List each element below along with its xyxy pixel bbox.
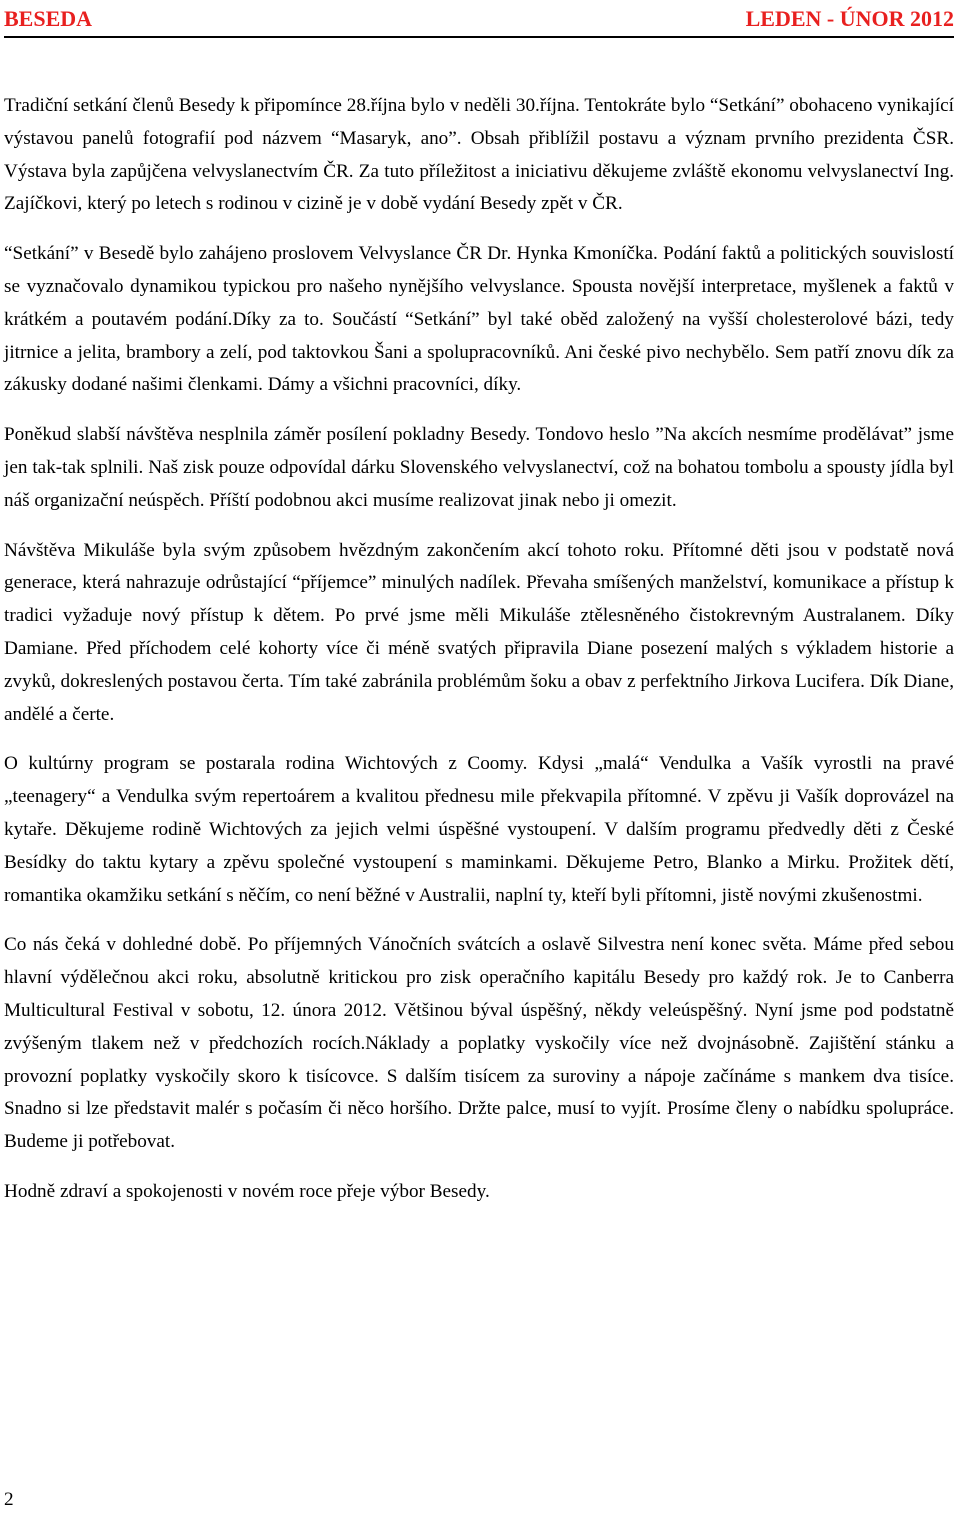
page-header — [4, 2, 954, 38]
publication-title: BESEDA — [4, 6, 93, 31]
paragraph-mikulas: Návštěva Mikuláše byla svým způsobem hvězdným zakončením akcí tohoto roku. Přítomné děti jsou v podstatě nová generace, která nahrazuje odrůstající “příjemce” minulých nadílek. Převaha smíšených manželství, komunikace a přístup k tradici vyžaduje nový přístup k dětem. Po prvé jsme měli Mikuláše ztělesněného čistokrevným Australanem. Díky Damiane. Před příchodem celé kohorty více či méně svatých připravila Diane posezení malých s výkladem historie a zvyků, dokreslených postavou čerta. Tím také zabránila problémům šoku a obav z perfektního Jirkova Lucifera. Dík Diane, andělé a čerte. — [4, 539, 954, 725]
paragraph-navsteva: Poněkud slabší návštěva nesplnila záměr posílení pokladny Besedy. Tondovo heslo ”Na akcích nesmíme prodělávat” jsme jen tak-tak splnili. Naš zisk pouze odpovídal dárku Slovenského velvyslanectví, což na bohatou tombolu a spousty jídla byl náš organizační neúspěch. Příští podobnou akci musíme realizovat jinak nebo ji omezit. — [4, 424, 954, 511]
paragraph-festival: Co nás čeká v dohledné době. Po příjemných Vánočních svátcích a oslavě Silvestra není konec světa. Máme před sebou hlavní výdělečnou akci roku, absolutně kritickou pro zisk operačního kapitálu Besedy pro každý rok. Je to Canberra Multicultural Festival v sobotu, 12. února 2012. Většinou býval úspěšný, někdy veleúspěšný. Nyní jsme pod podstatně zvýšeným tlakem než v předchozích rocích.Náklady a poplatky vyskočily více než dvojnásobně. Zajištění stánku a provozní poplatky vyskočily skoro k tisícovce. S dalším tisícem za suroviny a nápoje začínáme s mankem dva tisíce. Snadno si lze představit malér s počasím či něco horšího. Držte palce, musí to vyjít. Prosíme členy o nabídku spolupráce. Budeme ji potřebovat. — [4, 934, 954, 1153]
paragraph-proslov: “Setkání” v Besedě bylo zahájeno proslovem Velvyslance ČR Dr. Hynka Kmoníčka. Podání faktů a politických souvislostí se vyznačovalo dynamikou typickou pro našeho nynějšího velvyslance. Spousta novější interpretace, myšlenek a faktů v krátkém a poutavém podání.Díky za to. Součástí “Setkání” byl také oběd založený na vyšší cholesterolové bázi, tedy jitrnice a jelita, brambory a zelí, pod taktovkou Šani a spolupracovníků. Ani české pivo nechybělo. Sem patří znovu dík za zákusky dodané našimi členkami. Dámy a všichni pracovníci, díky. — [4, 243, 954, 396]
paragraph-setkani: Tradiční setkání členů Besedy k připomínce 28.října bylo v neděli 30.října. Tentokráte bylo “Setkání” obohaceno vynikající výstavou panelů fotografií pod názvem “Masaryk, ano”. Obsah přiblížil postavu a význam prvního prezidenta ČSR. Výstava byla zapůjčena velvyslanectvím ČR. Za tuto příležitost a iniciativu děkujeme zvláště ekonomu velvyslanectví Ing. Zajíčkovi, který po letech s rodinou v cizině je v době vydání Besedy zpět v ČR. — [4, 95, 954, 215]
page-number: 2 — [4, 1489, 14, 1510]
article-body — [4, 90, 954, 1226]
issue-date: LEDEN - ÚNOR 2012 — [745, 6, 954, 31]
paragraph-kulturni-program: O kultúrny program se postarala rodina Wichtových z Coomy. Kdysi „malá“ Vendulka a Vašík vyrostli na pravé „teenagery“ a Vendulka svým repertoárem a kvalitou přednesu mile překvapila přítomné. V zpěvu ji Vašík doprovázel na kytaře. Děkujeme rodině Wichtových za jejich velmi úspěšné vystoupení. V dalším programu předvedly děti z České Besídky do taktu kytary a zpěvu společné vystoupení s maminkami. Děkujeme Petro, Blanko a Mirku. Prožitek dětí, romantika okamžiku setkání s něčím, co není běžné v Australii, naplní ty, kteří byli přítomni, jistě novými zkušenostmi. — [4, 753, 954, 906]
paragraph-greeting: Hodně zdraví a spokojenosti v novém roce přeje výbor Besedy. — [4, 1180, 490, 1202]
